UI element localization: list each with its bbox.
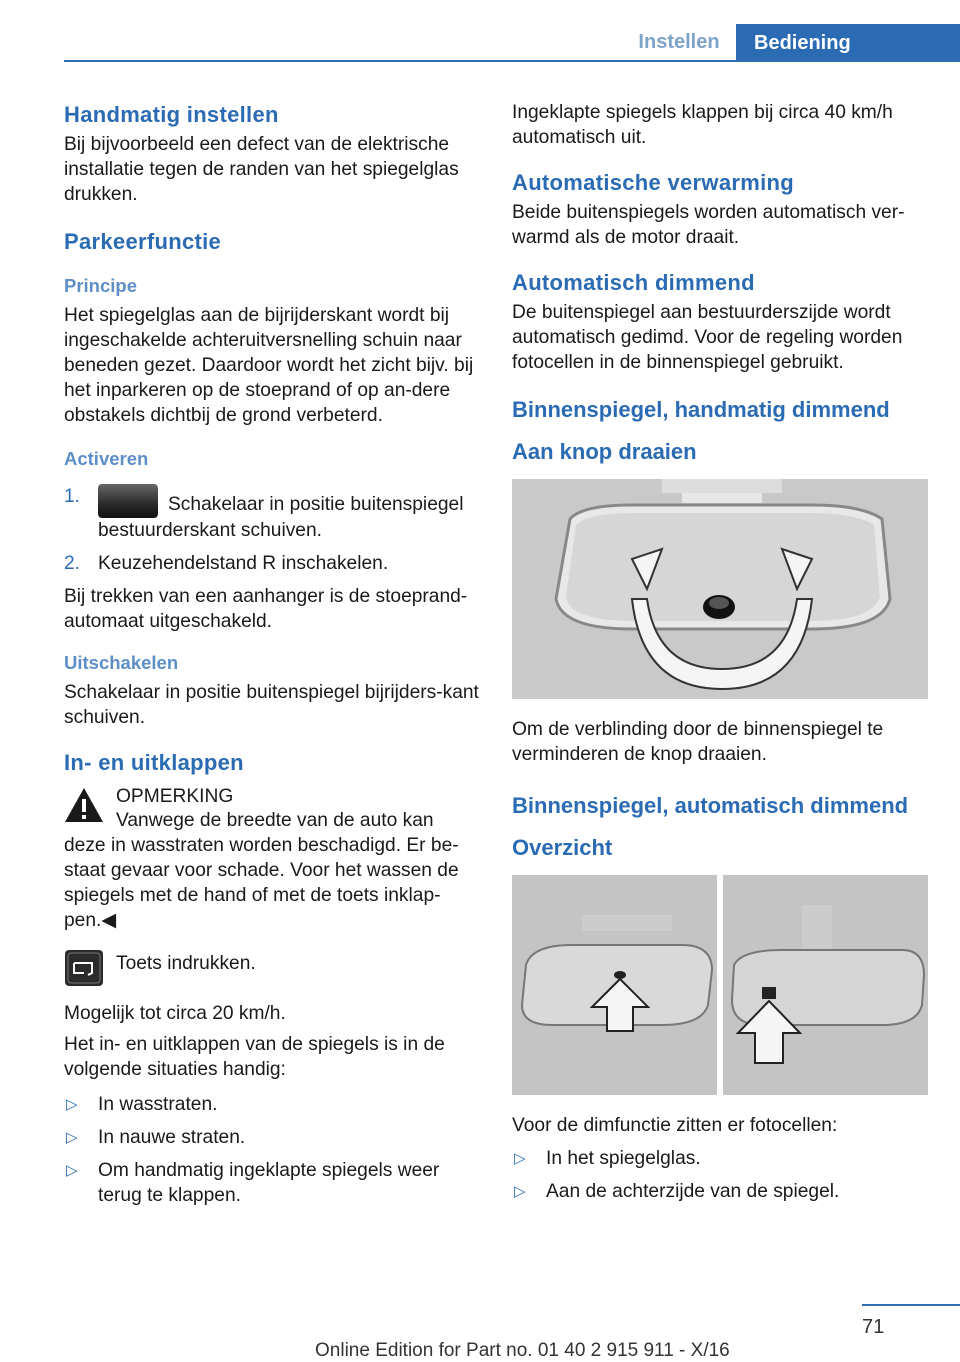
heading-automatisch-dimmend: Automatisch dimmend (512, 270, 755, 295)
heading-principe: Principe (64, 275, 137, 296)
step-text: Keuzehendelstand R inschakelen. (98, 553, 389, 574)
heading-binnenspiegel-handmatig: Binnenspiegel, handmatig dimmend (512, 397, 890, 422)
heading-aan-knop-draaien: Aan knop draaien (512, 439, 697, 464)
fotocellen-list (512, 1146, 930, 1204)
heading-activeren: Activeren (64, 448, 149, 469)
bullet-text: Om handmatig ingeklapte spiegels weer terug te klappen. (98, 1160, 440, 1206)
bullet-triangle-icon: ▷ (66, 1096, 78, 1113)
step-number: 2. (64, 553, 81, 574)
bullet-text: Aan de achterzijde van de spiegel. (546, 1181, 840, 1202)
paragraph-trekken: Bij trekken van een aanhanger is de stoeprand‐automaat uitgeschakeld. (64, 586, 468, 632)
edition-footer: Online Edition for Part no. 01 40 2 915 911 - X/16 (315, 1340, 730, 1361)
bullet-text: In nauwe straten. (98, 1127, 246, 1148)
rearview-mirror-knob-illustration (512, 479, 928, 699)
warning-title: OPMERKING (116, 786, 234, 807)
header-tab-bediening[interactable]: Bediening (736, 24, 960, 62)
situaties-list (64, 1092, 480, 1208)
heading-overzicht: Overzicht (512, 835, 613, 860)
left-column (64, 100, 480, 1216)
paragraph-verwarming: Beide buitenspiegels worden automatisch ver‐warmd als de motor draait. (512, 202, 905, 248)
paragraph-fotocellen: Voor de dimfunctie zitten er fotocellen: (512, 1115, 838, 1136)
photocell-illustration (512, 875, 928, 1095)
list-item (512, 1146, 930, 1171)
list-item (512, 1179, 930, 1204)
heading-binnenspiegel-automatisch: Binnenspiegel, automatisch dimmend (512, 793, 909, 818)
warning-text: Vanwege de breedte van de auto kan deze in wasstraten worden beschadigd. Er be‐staat gevaar voor schade. Voor het wassen de spiegels met de hand of met de toets inklap‐pen.◀ (64, 810, 459, 931)
list-item (64, 1125, 480, 1150)
bullet-text: In het spiegelglas. (546, 1148, 701, 1169)
activeren-steps (64, 484, 480, 576)
paragraph-ingeklapt: Ingeklapte spiegels klappen bij circa 40 km/h automatisch uit. (512, 102, 893, 148)
paragraph-dimmend: De buitenspiegel aan bestuurderszijde wordt automatisch gedimd. Voor de regeling worden fotocellen in de binnenspiegel gebruikt. (512, 302, 903, 373)
list-item (64, 484, 480, 543)
fold-button-row (64, 947, 480, 991)
toets-text: Toets indrukken. (116, 953, 256, 974)
paragraph-handig: Het in- en uitklappen van de spiegels is in de volgende situaties handig: (64, 1034, 445, 1080)
paragraph-handmatig: Bij bijvoorbeeld een defect van de elektrische installatie tegen de randen van het spiegelglas drukken. (64, 134, 459, 205)
header-tab-instellen[interactable]: Instellen (638, 31, 720, 53)
mirror-switch-icon (98, 484, 158, 518)
warning-block (64, 784, 480, 828)
list-item (64, 1092, 480, 1117)
heading-in-en-uitklappen: In- en uitklappen (64, 750, 244, 775)
bullet-triangle-icon: ▷ (66, 1129, 78, 1146)
footer-rule (862, 1304, 960, 1306)
bullet-triangle-icon: ▷ (66, 1162, 78, 1179)
right-column (512, 100, 930, 1212)
list-item (64, 551, 480, 576)
page-number: 71 (862, 1316, 885, 1338)
mirror-fold-button-icon (64, 949, 104, 987)
heading-handmatig-instellen: Handmatig instellen (64, 102, 279, 127)
paragraph-principe: Het spiegelglas aan de bijrijderskant wordt bij ingeschakelde achteruitversnelling schuin naar beneden gezet. Daardoor wordt het zicht bijv. bij het inparkeren op de stoeprand of op an‐dere obstakels dichtbij de grond verbeterd. (64, 305, 474, 426)
heading-parkeerfunctie: Parkeerfunctie (64, 229, 222, 254)
warning-triangle-icon (64, 786, 104, 824)
paragraph-knop: Om de verblinding door de binnenspiegel te verminderen de knop draaien. (512, 719, 884, 765)
paragraph-uitschakelen: Schakelaar in positie buitenspiegel bijrijders‐kant schuiven. (64, 682, 479, 728)
heading-automatische-verwarming: Automatische verwarming (512, 170, 794, 195)
step-text: Schakelaar in positie buitenspiegel bestuurderskant schuiven. (98, 494, 464, 541)
bullet-text: In wasstraten. (98, 1094, 218, 1115)
step-number: 1. (64, 486, 81, 507)
paragraph-mogelijk: Mogelijk tot circa 20 km/h. (64, 1003, 286, 1024)
bullet-triangle-icon: ▷ (514, 1150, 526, 1167)
bullet-triangle-icon: ▷ (514, 1183, 526, 1200)
header-rule (64, 60, 960, 62)
heading-uitschakelen: Uitschakelen (64, 652, 179, 673)
list-item (64, 1158, 480, 1208)
